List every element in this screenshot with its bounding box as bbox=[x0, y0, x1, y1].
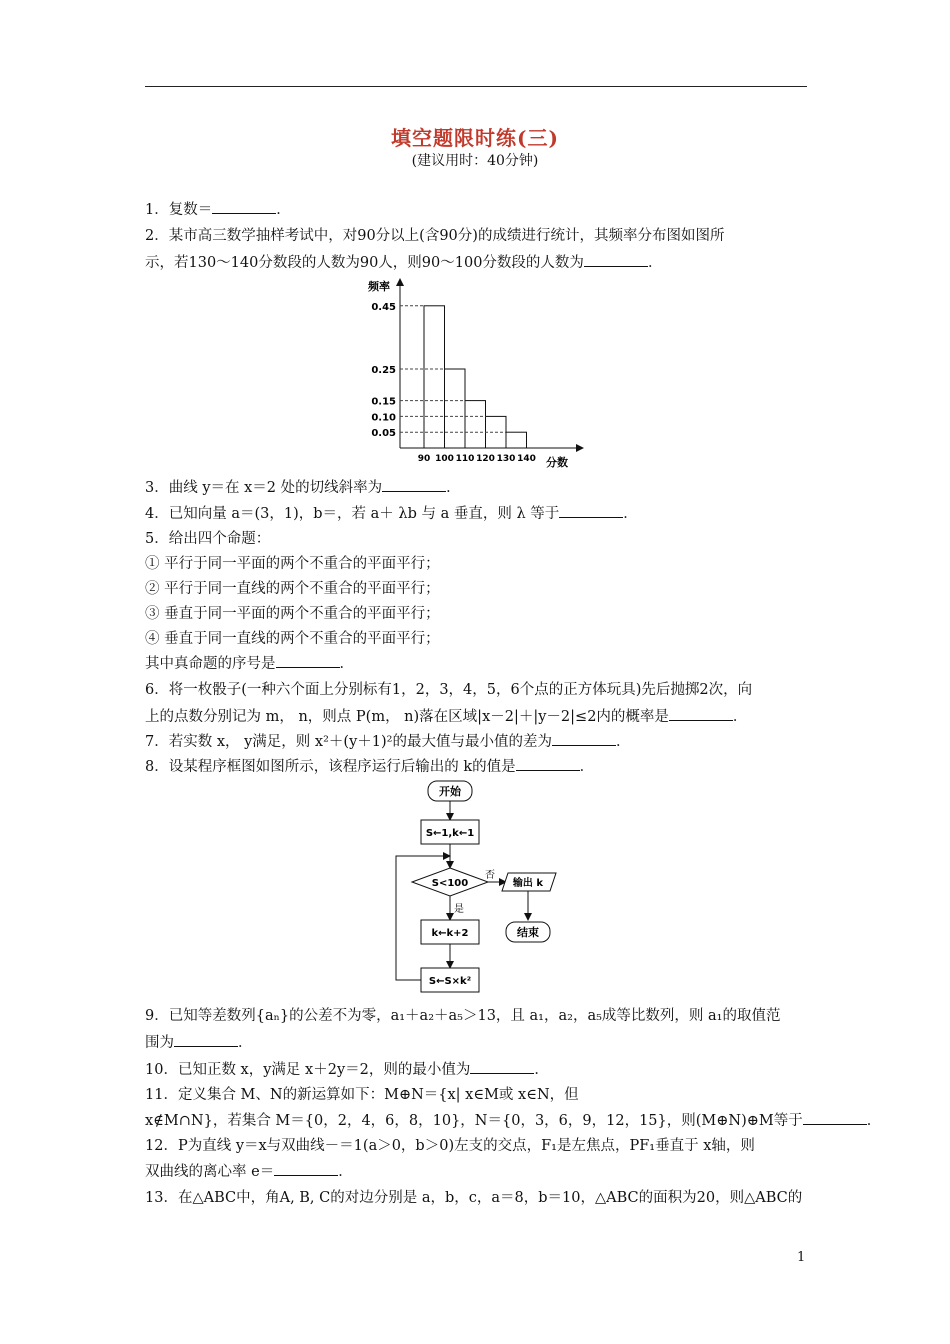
answer-blank[interactable] bbox=[669, 706, 733, 721]
x-axis-arrow bbox=[576, 444, 584, 452]
question-text-end: ． bbox=[534, 1062, 549, 1078]
question-line bbox=[145, 1083, 579, 1104]
x-tick-label: 110 bbox=[455, 454, 475, 464]
question-text: 1．复数＝ bbox=[145, 202, 213, 218]
question-text-end: ． bbox=[615, 734, 631, 750]
question-text: x∉M∩N}，若集合 M＝{0，2，4，6，8，10}，N＝{0，3，6，9，12，15}，则(M⊕N)⊕M等于 bbox=[145, 1113, 803, 1129]
question-text-end: ． bbox=[276, 202, 291, 218]
histogram-bar bbox=[506, 432, 527, 448]
histogram-bar bbox=[445, 369, 466, 448]
x-tick-label: 120 bbox=[476, 454, 495, 464]
question-text: ④ 垂直于同一直线的两个不重合的平面平行； bbox=[145, 631, 440, 647]
question-text: 3．曲线 y＝在 x＝2 处的切线斜率为 bbox=[145, 480, 383, 496]
question-line bbox=[145, 224, 724, 245]
answer-blank[interactable] bbox=[584, 252, 648, 267]
answer-blank[interactable] bbox=[559, 503, 623, 518]
question-line bbox=[145, 652, 354, 673]
question-line bbox=[145, 755, 594, 776]
question-text: 10．已知正数 x，y满足 x＋2y＝2，则的最小值为 bbox=[145, 1062, 471, 1078]
y-tick-label: 0.25 bbox=[371, 365, 396, 376]
question-line bbox=[145, 476, 461, 497]
question-line bbox=[145, 730, 630, 751]
question-text: 8．设某程序框图如图所示，该程序运行后输出的 k的值是 bbox=[145, 759, 516, 775]
step-label: k←k+2 bbox=[431, 928, 469, 939]
x-axis-label: 分数 bbox=[546, 456, 568, 469]
question-line bbox=[145, 678, 752, 699]
answer-blank[interactable] bbox=[276, 653, 340, 668]
question-line bbox=[145, 251, 662, 272]
question-text: ③ 垂直于同一平面的两个不重合的平面平行； bbox=[145, 606, 440, 622]
question-line bbox=[145, 705, 747, 726]
answer-blank[interactable] bbox=[382, 477, 446, 492]
answer-blank[interactable] bbox=[470, 1059, 534, 1074]
question-text: 13．在△ABC中，角A, B, C的对边分别是 a，b，c，a＝8，b＝10，△ABC的面积为20，则△ABC的 bbox=[145, 1190, 803, 1206]
page-number: 1 bbox=[797, 1250, 806, 1265]
question-text: 5．给出四个命题： bbox=[145, 531, 271, 547]
question-line bbox=[145, 1186, 802, 1207]
y-tick-label: 0.15 bbox=[371, 396, 396, 408]
x-tick-label: 130 bbox=[496, 454, 516, 464]
program-flowchart bbox=[388, 776, 568, 998]
question-text-end: ． bbox=[866, 1113, 882, 1129]
question-text: ① 平行于同一平面的两个不重合的平面平行； bbox=[145, 556, 440, 572]
histogram-bar bbox=[465, 401, 486, 448]
y-axis-arrow bbox=[396, 278, 404, 286]
question-line bbox=[145, 552, 440, 573]
answer-blank[interactable] bbox=[212, 199, 276, 214]
question-text: ② 平行于同一直线的两个不重合的平面平行； bbox=[145, 581, 440, 597]
question-text-end: ． bbox=[446, 480, 461, 496]
question-line bbox=[145, 1031, 253, 1052]
question-text-end: ． bbox=[647, 255, 663, 271]
question-line bbox=[145, 1109, 881, 1130]
question-text: 12．P为直线 y＝x与双曲线－＝1(a＞0，b＞0)左支的交点，F₁是左焦点，PF₁垂直于 x轴，则 bbox=[145, 1138, 755, 1154]
question-line bbox=[145, 1160, 353, 1181]
question-line bbox=[145, 1134, 755, 1155]
page-subtitle: (建议用时：40分钟) bbox=[411, 153, 539, 169]
question-text-end: ． bbox=[339, 656, 354, 672]
question-text-end: ． bbox=[623, 506, 638, 522]
question-text-end: ． bbox=[338, 1164, 353, 1180]
y-tick-label: 0.10 bbox=[371, 412, 396, 424]
x-tick-label: 100 bbox=[435, 454, 454, 464]
question-text: 6．将一枚骰子(一种六个面上分别标有1，2，3，4，5，6个点的正方体玩具)先后抛掷2次，向 bbox=[145, 682, 753, 698]
question-text: 示，若130～140分数段的人数为90人，则90～100分数段的人数为 bbox=[145, 255, 584, 271]
histogram-bar bbox=[424, 306, 445, 448]
question-line bbox=[145, 502, 638, 523]
no-label: 否 bbox=[485, 870, 495, 881]
question-text: 其中真命题的序号是 bbox=[145, 656, 276, 672]
yes-label: 是 bbox=[454, 904, 464, 915]
question-text: 双曲线的离心率 e＝ bbox=[145, 1164, 275, 1180]
question-text: 2．某市高三数学抽样考试中，对90分以上(含90分)的成绩进行统计，其频率分布图如图所 bbox=[145, 228, 725, 244]
question-text-end: ． bbox=[579, 759, 595, 775]
question-line bbox=[145, 527, 270, 548]
y-axis-label: 频率 bbox=[368, 280, 390, 293]
end-label: 结束 bbox=[517, 926, 539, 939]
question-line bbox=[145, 602, 440, 623]
answer-blank[interactable] bbox=[516, 756, 580, 771]
start-label: 开始 bbox=[439, 785, 461, 798]
x-tick-label: 90 bbox=[417, 454, 431, 464]
answer-blank[interactable] bbox=[552, 731, 616, 746]
question-line bbox=[145, 627, 440, 648]
x-tick-label: 140 bbox=[517, 454, 536, 464]
header-rule bbox=[145, 86, 807, 87]
y-tick-label: 0.05 bbox=[371, 428, 396, 440]
frequency-histogram bbox=[350, 276, 590, 476]
answer-blank[interactable] bbox=[803, 1110, 867, 1125]
question-text-end: ． bbox=[732, 709, 748, 725]
page-title: 填空题限时练(三) bbox=[391, 126, 559, 150]
question-text: 11．定义集合 M、N的新运算如下：M⊕N＝{x| x∈M或 x∈N，但 bbox=[145, 1087, 579, 1103]
condition-label: S<100 bbox=[431, 878, 469, 889]
init-label: S←1,k←1 bbox=[425, 828, 475, 839]
question-text: 上的点数分别记为 m， n，则点 P(m， n)落在区域|x－2|＋|y－2|≤2内的概率是 bbox=[145, 709, 669, 725]
question-text-end: ． bbox=[238, 1035, 253, 1051]
y-tick-label: 0.45 bbox=[371, 301, 396, 313]
question-text: 4．已知向量 a＝(3，1)，b＝，若 a＋ λb 与 a 垂直，则 λ 等于 bbox=[145, 506, 560, 522]
answer-blank[interactable] bbox=[274, 1161, 338, 1176]
answer-blank[interactable] bbox=[174, 1032, 238, 1047]
question-line bbox=[145, 577, 440, 598]
output-label: 输出 k bbox=[512, 878, 544, 889]
update-label: S←S×k² bbox=[428, 976, 472, 987]
question-text: 9．已知等差数列{aₙ}的公差不为零，a₁＋a₂＋a₅＞13，且 a₁，a₂，a₅成等比数列，则 a₁的取值范 bbox=[145, 1008, 781, 1024]
question-text: 围为 bbox=[145, 1035, 174, 1051]
question-text: 7．若实数 x， y满足，则 x²＋(y＋1)²的最大值与最小值的差为 bbox=[145, 734, 552, 750]
question-line bbox=[145, 1058, 549, 1079]
question-line bbox=[145, 1004, 780, 1025]
question-line bbox=[145, 198, 291, 219]
